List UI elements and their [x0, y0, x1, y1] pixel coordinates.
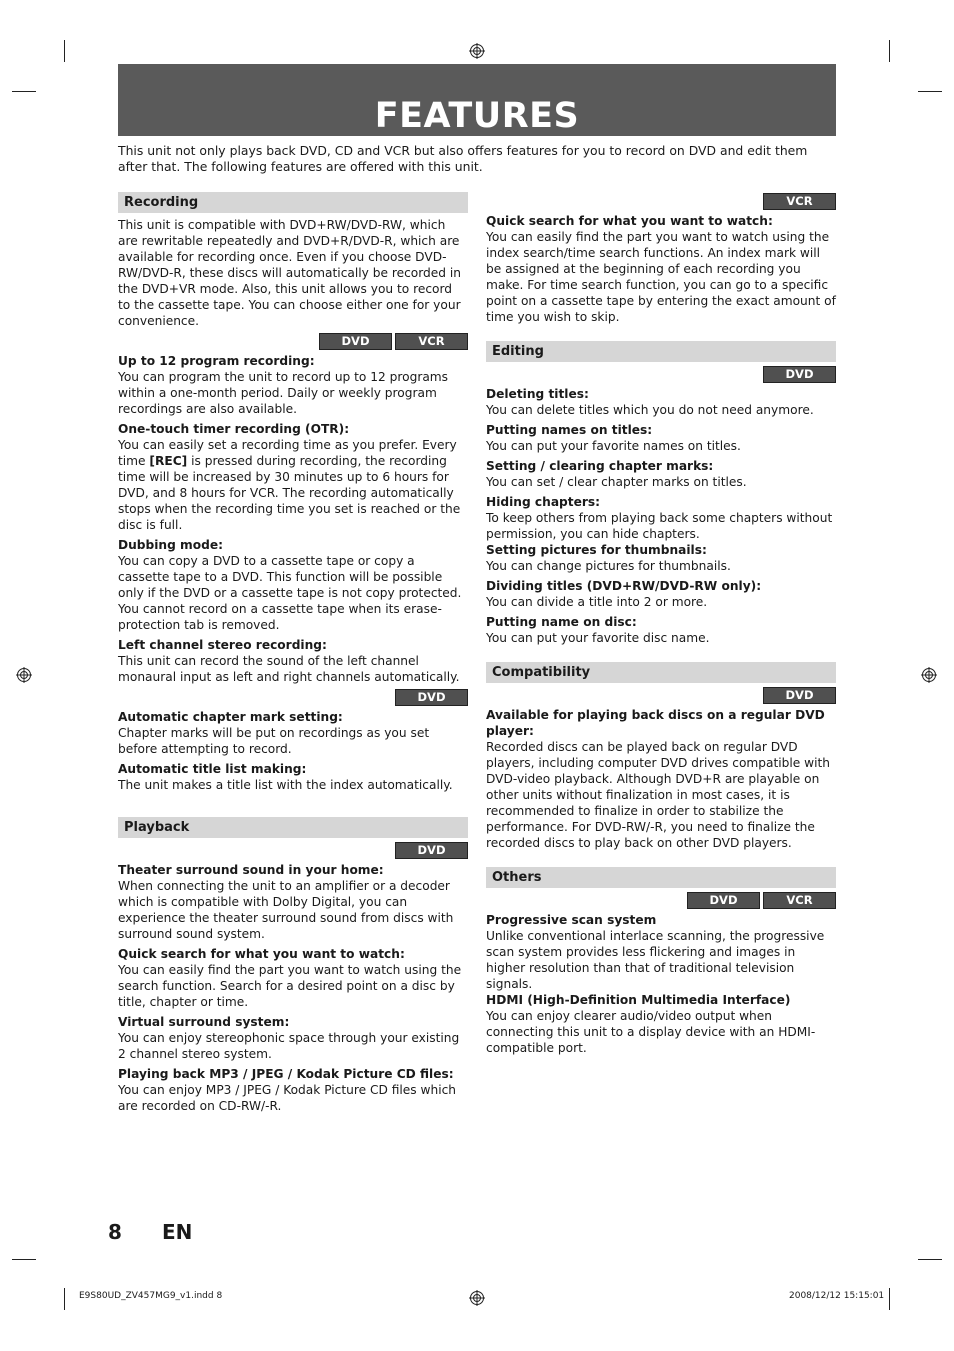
- feature-body: When connecting the unit to an amplifier or a decoder which is compatible with Dolby Digital, you can experience the theater surround sound from discs with surround sound system.: [118, 879, 454, 941]
- feature-title: Virtual surround system:: [118, 1015, 290, 1029]
- feature-body: The unit makes a title list with the index automatically.: [118, 778, 453, 792]
- feature-body: You can change pictures for thumbnails.: [486, 559, 731, 573]
- feature-body: You can program the unit to record up to 12 programs within a one-month period. Daily or weekly program recordings are also available.: [118, 370, 449, 416]
- feature-item: [486, 912, 836, 992]
- page-number: 8: [108, 1220, 122, 1244]
- file-name: E9S80UD_ZV457MG9_v1.indd 8: [79, 1291, 223, 1301]
- feature-title: Progressive scan system: [486, 913, 657, 927]
- badge-row: [486, 687, 836, 704]
- feature-title: Playing back MP3 / JPEG / Kodak Picture CD files:: [118, 1067, 454, 1081]
- feature-title: Dividing titles (DVD+RW/DVD-RW only):: [486, 579, 762, 593]
- feature-title: Hiding chapters:: [486, 495, 601, 509]
- registration-mark-icon: [469, 1290, 485, 1306]
- feature-item: [118, 537, 468, 633]
- feature-title: Available for playing back discs on a regular DVD player:: [486, 708, 825, 738]
- feature-item: [118, 709, 468, 757]
- feature-title: Setting pictures for thumbnails:: [486, 543, 707, 557]
- print-timestamp: 2008/12/12 15:15:01: [789, 1291, 885, 1301]
- page-title: FEATURES: [374, 96, 580, 136]
- badge-vcr: VCR: [395, 333, 468, 350]
- feature-title: HDMI (High-Definition Multimedia Interface): [486, 993, 791, 1007]
- feature-body-text: You can easily set a recording time as you prefer. Every time: [118, 438, 457, 468]
- feature-title: Theater surround sound in your home:: [118, 863, 384, 877]
- badge-row: [118, 333, 468, 350]
- feature-body: Chapter marks will be put on recordings as you set before attempting to record.: [118, 726, 430, 756]
- feature-title: Setting / clearing chapter marks:: [486, 459, 714, 473]
- badge-row: [486, 366, 836, 383]
- registration-mark-icon: [16, 667, 32, 683]
- feature-body: You can divide a title into 2 or more.: [486, 595, 708, 609]
- feature-item: [486, 458, 836, 490]
- feature-item: [118, 1066, 468, 1114]
- crop-mark: [64, 40, 65, 62]
- feature-item: [118, 1014, 468, 1062]
- crop-mark: [12, 91, 36, 92]
- badge-dvd: DVD: [319, 333, 392, 350]
- feature-item: [486, 707, 836, 851]
- feature-item: [118, 421, 468, 533]
- crop-mark: [64, 1288, 65, 1310]
- feature-body: You can delete titles which you do not need anymore.: [486, 403, 814, 417]
- crop-mark: [889, 40, 890, 62]
- feature-title: One-touch timer recording (OTR):: [118, 422, 350, 436]
- feature-item: [118, 946, 468, 1010]
- rec-key-label: [REC]: [149, 454, 188, 468]
- badge-dvd: DVD: [763, 366, 836, 383]
- section-title-others: Others: [486, 867, 836, 888]
- feature-body: You can enjoy stereophonic space through your existing 2 channel stereo system.: [118, 1031, 460, 1061]
- left-column: [118, 192, 468, 1118]
- feature-body: [118, 437, 468, 533]
- section-title-compatibility: Compatibility: [486, 662, 836, 683]
- right-column: [486, 193, 836, 1060]
- feature-body: You can easily find the part you want to watch using the index search/time search functions. An index mark will be assigned at the beginning of each recording you make. For time search function, you can go to a specific point on a cassette tape by entering the exact amount of time you wish to skip.: [486, 230, 836, 324]
- registration-mark-icon: [921, 667, 937, 683]
- feature-item: [118, 353, 468, 417]
- section-title-editing: Editing: [486, 341, 836, 362]
- language-label: EN: [162, 1220, 193, 1244]
- feature-item: [486, 494, 836, 542]
- feature-item: [486, 578, 836, 610]
- feature-item: [118, 761, 468, 793]
- crop-mark: [889, 1288, 890, 1310]
- badge-row: [486, 892, 836, 909]
- feature-item: [486, 542, 836, 574]
- feature-item: [486, 614, 836, 646]
- badge-row: [486, 193, 836, 210]
- registration-mark-icon: [469, 43, 485, 59]
- feature-title: Left channel stereo recording:: [118, 638, 327, 652]
- feature-body: You can put your favorite names on titles.: [486, 439, 741, 453]
- badge-row: [118, 842, 468, 859]
- crop-mark: [12, 1259, 36, 1260]
- page-header: [118, 64, 836, 136]
- feature-body: You can put your favorite disc name.: [486, 631, 710, 645]
- feature-title: Dubbing mode:: [118, 538, 223, 552]
- feature-title: Quick search for what you want to watch:: [118, 947, 405, 961]
- feature-item: [486, 213, 836, 325]
- crop-mark: [918, 1259, 942, 1260]
- badge-row: [118, 689, 468, 706]
- feature-body: This unit can record the sound of the left channel monaural input as left and right channels automatically.: [118, 654, 460, 684]
- feature-item: [486, 386, 836, 418]
- badge-dvd: DVD: [763, 687, 836, 704]
- feature-item: [486, 422, 836, 454]
- feature-body: You can enjoy clearer audio/video output when connecting this unit to a display device with an HDMI-compatible port.: [486, 1009, 816, 1055]
- feature-title: Automatic title list making:: [118, 762, 307, 776]
- badge-dvd: DVD: [395, 842, 468, 859]
- feature-body: To keep others from playing back some chapters without permission, you can hide chapters.: [486, 511, 833, 541]
- feature-title: Putting names on titles:: [486, 423, 653, 437]
- section-title-recording: Recording: [118, 192, 468, 213]
- feature-body: You can enjoy MP3 / JPEG / Kodak Picture CD files which are recorded on CD-RW/-R.: [118, 1083, 457, 1113]
- feature-body: You can easily find the part you want to watch using the search function. Search for a desired point on a disc by title, chapter or time.: [118, 963, 462, 1009]
- feature-item: [118, 862, 468, 942]
- feature-body: You can copy a DVD to a cassette tape or copy a cassette tape to a DVD. This function will be possible only if the DVD or a cassette tape is not copy protected.: [118, 554, 462, 600]
- feature-title: Quick search for what you want to watch:: [486, 214, 773, 228]
- badge-dvd: DVD: [395, 689, 468, 706]
- feature-title: Deleting titles:: [486, 387, 589, 401]
- feature-body: Unlike conventional interlace scanning, the progressive scan system provides less flickering and images in higher resolution than that of traditional television signals.: [486, 929, 825, 991]
- feature-body-note: You cannot record on a cassette tape when its erase-protection tab is removed.: [118, 602, 442, 632]
- feature-item: [118, 637, 468, 685]
- feature-body: Recorded discs can be played back on regular DVD players, including computer DVD drives compatible with DVD-video playback. Although DVD+R are playable on other units without finalization in most cases, it is recommended to finalize in order to stabilize the performance. For DVD-RW/-R, you need to finalize the recorded discs to play back on other DVD players.: [486, 740, 831, 850]
- badge-vcr: VCR: [763, 193, 836, 210]
- recording-description: This unit is compatible with DVD+RW/DVD-RW, which are rewritable repeatedly and DVD+R/DVD-R, which are available for recording once. Even if you choose DVD-RW/DVD-R, these discs will automatically be recorded in the DVD+VR mode. Also, this unit allows you to record to the cassette tape. You can choose either one for your convenience.: [118, 218, 461, 328]
- crop-mark: [918, 91, 942, 92]
- badge-vcr: VCR: [763, 892, 836, 909]
- feature-title: Putting name on disc:: [486, 615, 637, 629]
- feature-item: [486, 992, 836, 1056]
- feature-title: Automatic chapter mark setting:: [118, 710, 343, 724]
- feature-body: You can set / clear chapter marks on titles.: [486, 475, 747, 489]
- intro-text: This unit not only plays back DVD, CD and VCR but also offers features for you to record on DVD and edit them after that. The following features are offered with this unit.: [118, 143, 808, 174]
- feature-title: Up to 12 program recording:: [118, 354, 315, 368]
- feature-body-text: is pressed during recording, the recording time will be increased by 30 minutes up to 6 hours for DVD, and 8 hours for VCR. The recording automatically stops when the recording time you set is reached or the disc is full.: [118, 454, 461, 532]
- section-title-playback: Playback: [118, 817, 468, 838]
- badge-dvd: DVD: [687, 892, 760, 909]
